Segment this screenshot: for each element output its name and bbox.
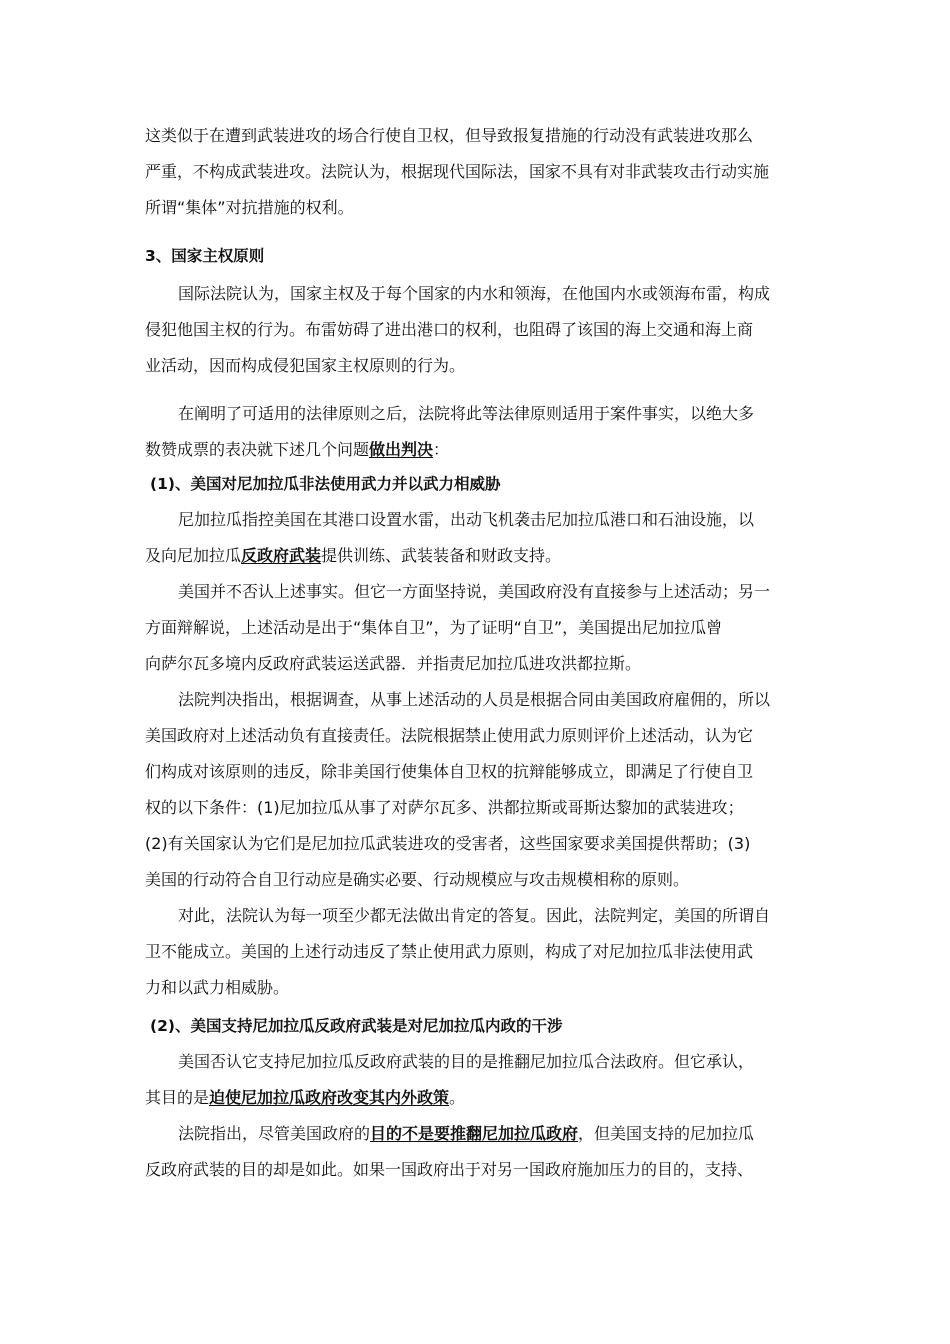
paragraph-line [145,546,561,566]
paragraph-line: 法院判决指出，根据调查，从事上述活动的人员是根据合同由美国政府雇佣的，所以 [178,690,771,709]
paragraph-line: 严重，不构成武装进攻。法院认为，根据现代国际法，国家不具有对非武装攻击行动实施 [145,162,770,181]
paragraph-line [145,440,449,460]
paragraph-line [145,1088,465,1108]
subsection-heading: (1)、美国对尼加拉瓜非法使用武力并以武力相威胁 [150,475,501,493]
paragraph-line: 卫不能成立。美国的上述行动违反了禁止使用武力原则，构成了对尼加拉瓜非法使用武 [145,942,754,961]
line-text: 。 [449,1088,466,1107]
subsection-heading: (2)、美国支持尼加拉瓜反政府武装是对尼加拉瓜内政的干涉 [150,1017,563,1035]
line-text: ： [433,440,450,459]
line-text: 数赞成票的表决就下述几个问题 [145,440,370,459]
paragraph-line: 反政府武装的目的却是如此。如果一国政府出于对另一国政府施加压力的目的，支持、 [145,1160,754,1179]
paragraph-line: 美国并不否认上述事实。但它一方面坚持说，美国政府没有直接参与上述活动；另一 [178,582,771,601]
paragraph-line: 对此，法院认为每一项至少都无法做出肯定的答复。因此，法院判定，美国的所谓自 [178,906,771,925]
underlined-emphasis: 做出判决 [369,440,434,459]
paragraph-line: 美国政府对上述活动负有直接责任。法院根据禁止使用武力原则评价上述活动，认为它 [145,726,754,745]
paragraph-line: 美国的行动符合自卫行动应是确实必要、行动规模应与攻击规模相称的原则。 [145,870,690,889]
line-text: 其目的是 [145,1088,210,1107]
paragraph-line: 在阐明了可适用的法律原则之后，法院将此等法律原则适用于案件事实，以绝大多 [178,404,755,423]
paragraph-line: 美国否认它支持尼加拉瓜反政府武装的目的是推翻尼加拉瓜合法政府。但它承认， [178,1052,755,1071]
paragraph-line: 方面辩解说，上述活动是出于“集体自卫”，为了证明“自卫”，美国提出尼加拉瓜曾 [145,618,723,637]
paragraph-line: 业活动，因而构成侵犯国家主权原则的行为。 [145,356,466,375]
line-text: 提供训练、武装装备和财政支持。 [321,546,562,565]
paragraph-line [178,1124,754,1144]
paragraph-line: 力和以武力相威胁。 [145,978,290,997]
paragraph-line: 所谓“集体”对抗措施的权利。 [145,198,354,217]
paragraph-line: 尼加拉瓜指控美国在其港口设置水雷，出动飞机袭击尼加拉瓜港口和石油设施，以 [178,510,755,529]
line-text: 及向尼加拉瓜 [145,546,242,565]
paragraph-line: 侵犯他国主权的行为。布雷妨碍了进出港口的权利，也阻碍了该国的海上交通和海上商 [145,320,754,339]
paragraph-line: 国际法院认为，国家主权及于每个国家的内水和领海，在他国内水或领海布雷，构成 [178,284,771,303]
paragraph-line: 们构成对该原则的违反，除非美国行使集体自卫权的抗辩能够成立，即满足了行使自卫 [145,762,754,781]
underlined-emphasis: 迫使尼加拉瓜政府改变其内外政策 [209,1088,450,1107]
paragraph-line: 向萨尔瓦多境内反政府武装运送武器．并指责尼加拉瓜进攻洪都拉斯。 [145,654,642,673]
line-text: 法院指出，尽管美国政府的 [178,1124,371,1143]
paragraph-line: (2)有关国家认为它们是尼加拉瓜武装进攻的受害者，这些国家要求美国提供帮助；(3) [145,834,751,853]
underlined-emphasis: 目的不是要推翻尼加拉瓜政府 [370,1124,579,1143]
underlined-emphasis: 反政府武装 [241,546,322,565]
paragraph-line: 权的以下条件：(1)尼加拉瓜从事了对萨尔瓦多、洪都拉斯或哥斯达黎加的武装进攻； [145,798,744,817]
line-text: ，但美国支持的尼加拉瓜 [578,1124,755,1143]
paragraph-line: 这类似于在遭到武装进攻的场合行使自卫权，但导致报复措施的行动没有武装进攻那么 [145,126,754,145]
section-heading: 3、国家主权原则 [145,247,265,265]
